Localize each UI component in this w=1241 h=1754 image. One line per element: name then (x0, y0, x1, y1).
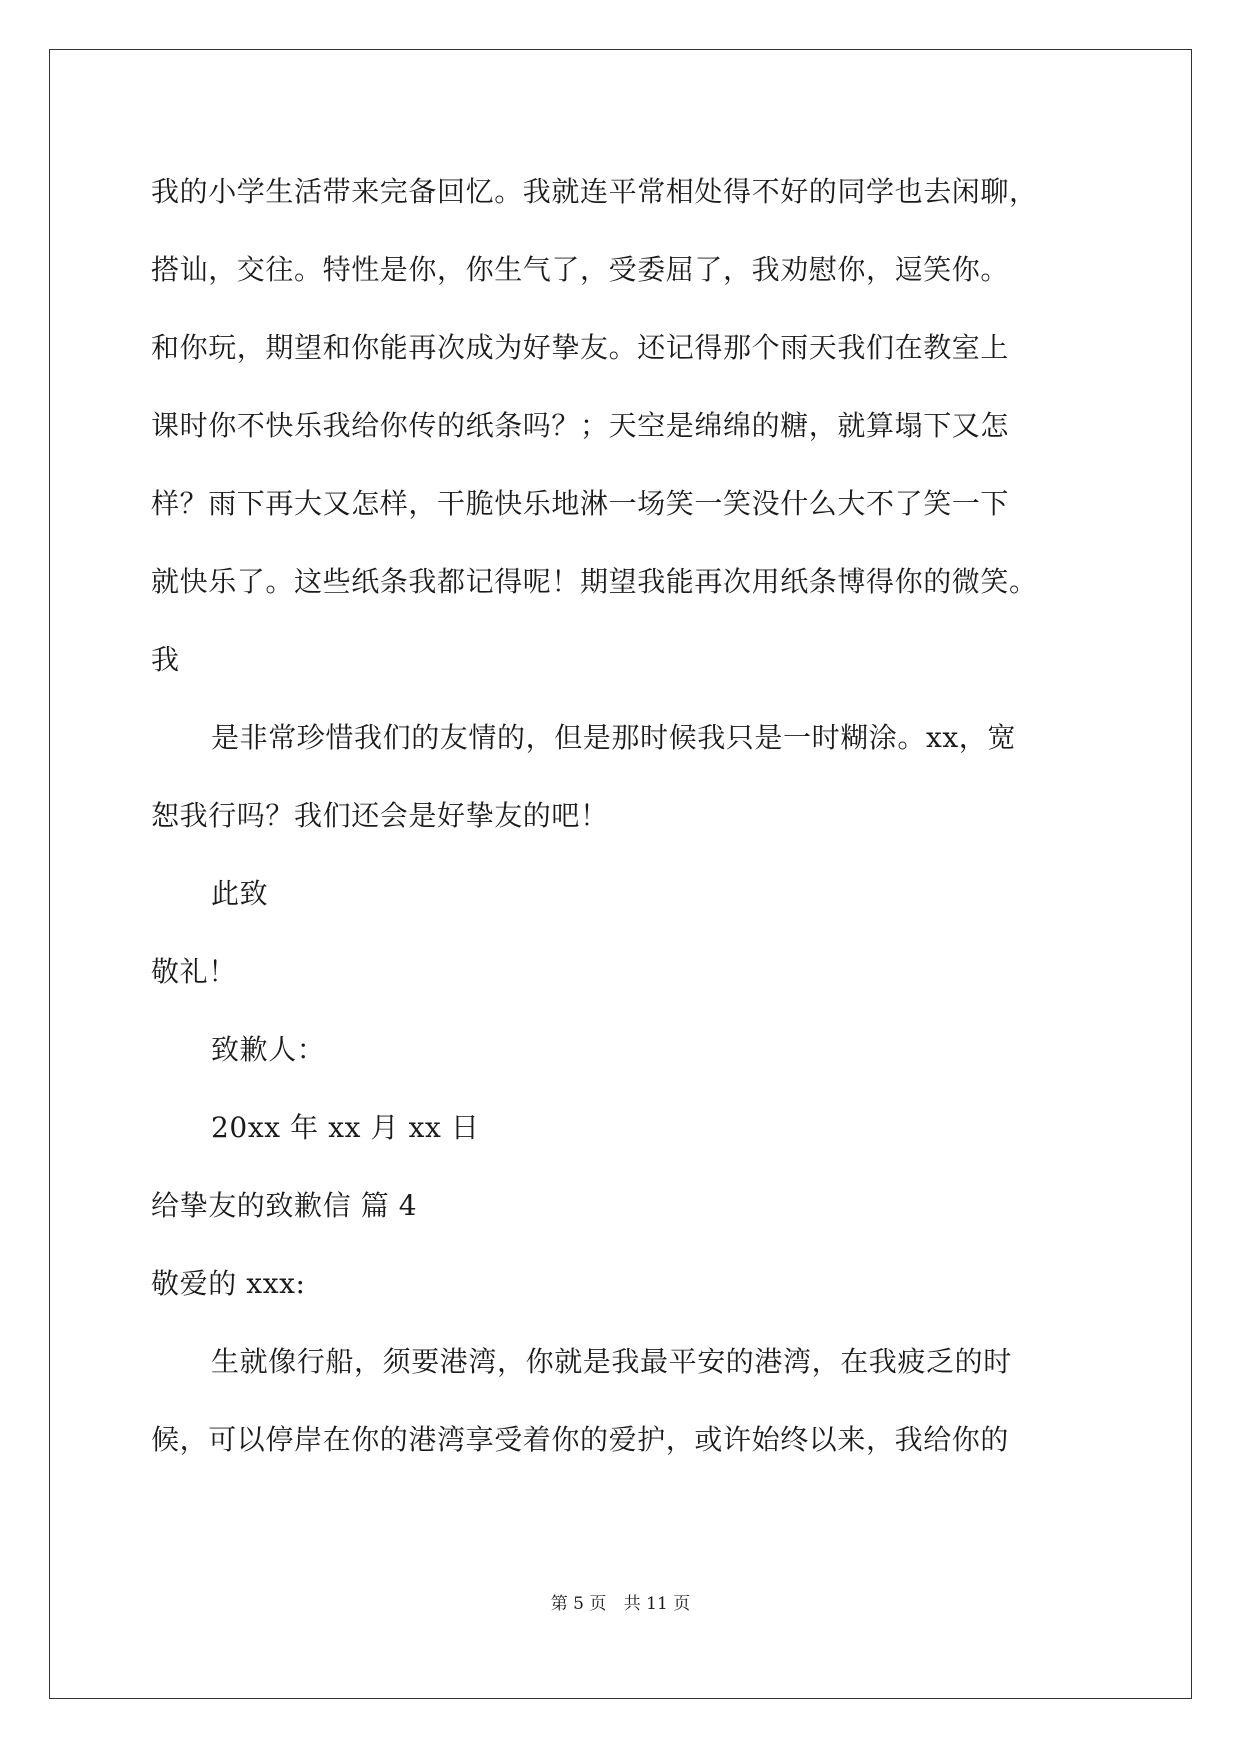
letter-date: 20xx 年 xx 月 xx 日 (211, 1111, 480, 1144)
body-line: 是非常珍惜我们的友情的，但是那时候我只是一时糊涂。xx，宽 (211, 721, 1016, 754)
body-line: 就快乐了。这些纸条我都记得呢！期望我能再次用纸条博得你的微笑。 (151, 565, 1038, 598)
body-line: 样？雨下再大又怎样，干脆快乐地淋一场笑一笑没什么大不了笑一下 (151, 487, 1010, 520)
body-line: 课时你不快乐我给你传的纸条吗？；天空是绵绵的糖，就算塌下又怎 (151, 409, 1010, 442)
body-line: 我的小学生活带来完备回忆。我就连平常相处得不好的同学也去闲聊， (151, 175, 1038, 208)
body-line: 和你玩，期望和你能再次成为好挚友。还记得那个雨天我们在教室上 (151, 331, 1010, 364)
signature-label: 致歉人： (211, 1033, 326, 1066)
body-line: 生就像行船，须要港湾，你就是我最平安的港湾，在我疲乏的时 (211, 1345, 1012, 1378)
closing-salutation: 此致 (211, 877, 269, 910)
closing-regards: 敬礼！ (151, 955, 237, 988)
body-line: 候，可以停岸在你的港湾享受着你的爱护，或许始终以来，我给你的 (151, 1423, 1010, 1456)
page-total: 共 11 页 (623, 1594, 691, 1614)
page-number: 第 5 页 (550, 1594, 607, 1614)
section-heading: 给挚友的致歉信 篇 4 (151, 1189, 418, 1222)
body-line: 恕我行吗？我们还会是好挚友的吧！ (151, 799, 609, 832)
body-line: 我 (151, 643, 180, 676)
letter-greeting: 敬爱的 xxx: (151, 1267, 306, 1300)
body-line: 搭讪，交往。特性是你，你生气了，受委屈了，我劝慰你，逗笑你。 (151, 253, 1010, 286)
page-footer (0, 1592, 1241, 1616)
